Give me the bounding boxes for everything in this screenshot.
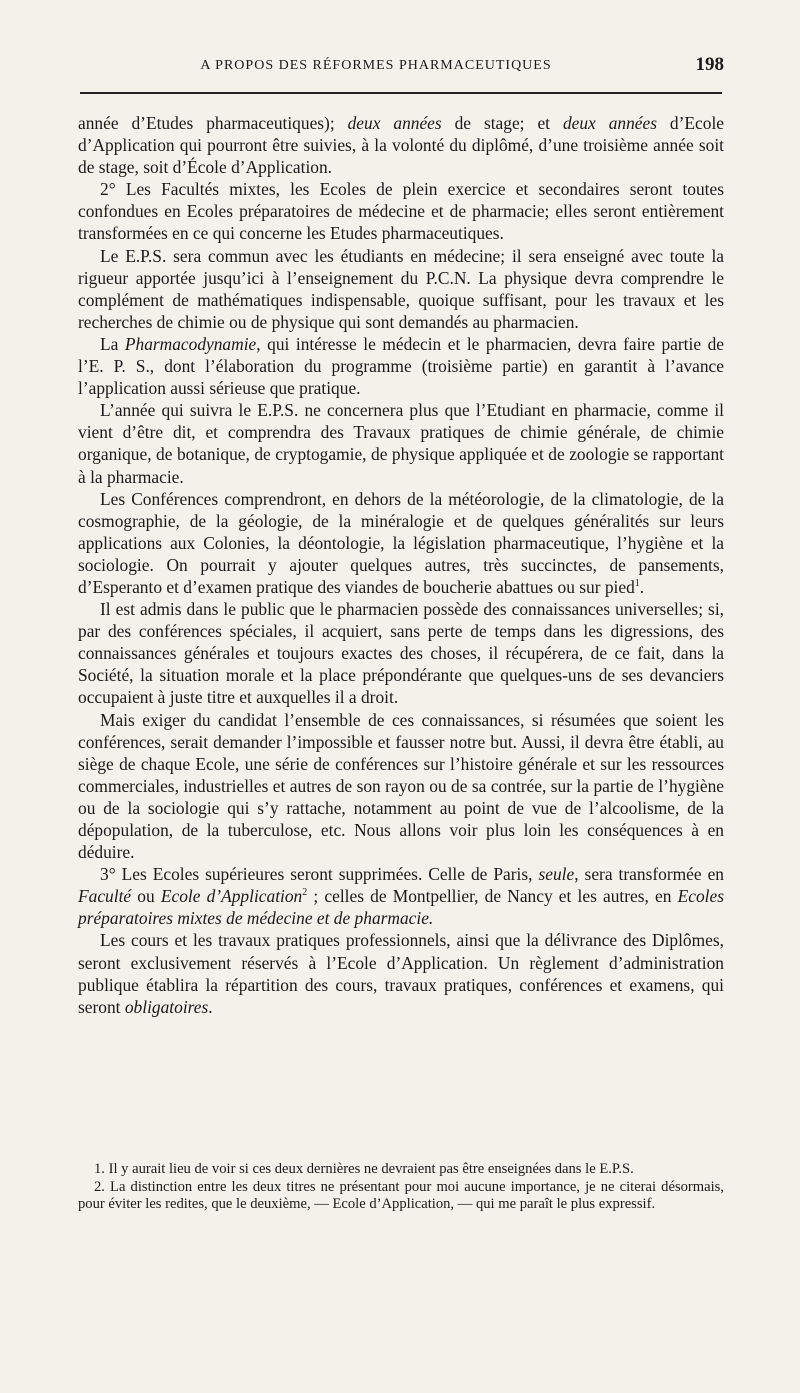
paragraph (78, 333, 724, 399)
text-run: d’Ecole d’Application qui pourront être suivies, à la volonté du diplômé, d’une troisième année soit de stage, soit d’École d’Application. (78, 113, 725, 178)
paragraph (78, 863, 724, 929)
text-run: de stage; et (441, 113, 563, 133)
text-run: La (100, 333, 125, 354)
paragraph-continuation (78, 112, 724, 178)
text-run: Les cours et les travaux pratiques professionnels, ainsi que la délivrance des Diplômes, seront exclusivement réservés à l’Ecole d’Application. Un règlement d’administration publique établira la répartition des cours, travaux pratiques, conférences et examens, qui seront (78, 930, 724, 1017)
main-text (78, 112, 724, 1018)
text-run: . (208, 996, 213, 1017)
text-run: année d’Etudes pharmaceutiques); (78, 113, 348, 133)
italic-run: deux années (347, 113, 442, 133)
footnote-ref: 1 (634, 578, 640, 590)
italic-run: Pharmacodynamie (124, 333, 257, 354)
paragraph: Le E.P.S. sera commun avec les étudiants en médecine; il sera enseigné avec toute la rigueur apportée jusqu’ici à l’enseignement du P.C.N. La physique devra comprendre le complément de mathématiques indispensable, quoique suffisant, pour les travaux et les recherches de chimie ou de physique qui sont demandés au pharmacien. (78, 245, 724, 332)
page-header (78, 54, 724, 84)
paragraph: L’année qui suivra le E.P.S. ne concernera plus que l’Etudiant en pharmacie, comme il vient d’être dit, et comprendra des Travaux pratiques de chimie générale, de chimie organique, de botanique, de cryptogamie, de physique appliquée et de zoologie se rapportant à la pharmacie. (78, 400, 724, 487)
footnotes (78, 1161, 724, 1214)
italic-run: Ecole d’Application (160, 886, 303, 907)
footnote-2: 2. La distinction entre les deux titres ne présentant pour moi aucune importance, je ne citerai désormais, pour éviter les redites, que le deuxième, — Ecole d’Application, — qui me paraît le plus expressif. (78, 1178, 724, 1212)
page-number: 198 (695, 54, 724, 75)
header-rule (80, 92, 722, 94)
text-run: Les Conférences comprendront, en dehors de la météorologie, de la climatologie, de la cosmographie, de la géologie, de la minéralogie et de quelques généralités sur leurs applications aux Colonies, la déontologie, la législation pharmaceutique, l’hygiène et la sociologie. On pourrait y ajouter quelques autres, très succinctes, de pansements, d’Esperanto et d’examen pratique des viandes de boucherie abattues ou sur pied (78, 488, 724, 597)
paragraph: Il est admis dans le public que le pharmacien possède des connaissances universelles; si, par des conférences spéciales, il acquiert, sans perte de temps dans les digressions, des connaissances générales et toujours exactes des choses, il récupérera, de ce fait, dans la Société, la situation morale et la place prépondérante que quelques-uns de ses devanciers occupaient à juste titre et auxquelles il a droit. (78, 599, 724, 708)
footnote-ref: 2 (302, 887, 308, 899)
footnote-1: 1. Il y aurait lieu de voir si ces deux dernières ne devraient pas être enseignées dans le E.P.S. (94, 1161, 634, 1177)
text-run: ; celles de Montpellier, de Nancy et les autres, en (307, 886, 678, 907)
paragraph (78, 488, 724, 598)
text-run: ou (131, 886, 161, 907)
text-run: . (639, 576, 645, 597)
italic-run: deux années (562, 113, 657, 133)
italic-run: Ecoles préparatoires mixtes de médecine et de pharmacie. (78, 886, 724, 929)
italic-run: Faculté (78, 886, 132, 907)
running-title: A PROPOS DES RÉFORMES PHARMACEUTIQUES (200, 58, 552, 73)
paragraph (78, 929, 724, 1017)
italic-run: seule (538, 864, 575, 885)
paragraph: Mais exiger du candidat l’ensemble de ces connaissances, si résumées que soient les conférences, serait demander l’impossible et fausser notre but. Aussi, il devra être établi, au siège de chaque Ecole, une série de conférences sur l’histoire générale et sur les ressources commerciales, industrielles et autres de son rayon ou de sa contrée, sur la partie de l’hygiène ou de la sociologie qui s’y rattache, notamment au point de vue de l’alcoolisme, de la dépopulation, de la tuberculose, etc. Nous allons voir plus loin les conséquences à en déduire. (78, 709, 724, 863)
text-run: 3° Les Ecoles supérieures seront supprimées. Celle de Paris, (100, 864, 539, 885)
text-run: , qui intéresse le médecin et le pharmacien, devra faire partie de l’E. P. S., dont l’élaboration du programme (troisième partie) en garantit à l’avance l’application aussi sérieuse que pratique. (78, 333, 724, 399)
italic-run: obligatoires (124, 996, 209, 1017)
paragraph: 2° Les Facultés mixtes, les Ecoles de plein exercice et secondaires seront toutes confondues en Ecoles préparatoires de médecine et de pharmacie; elles seront entièrement transformées en ce qui concerne les Etudes pharmaceutiques. (78, 179, 724, 244)
text-run: , sera transformée en (574, 864, 724, 885)
